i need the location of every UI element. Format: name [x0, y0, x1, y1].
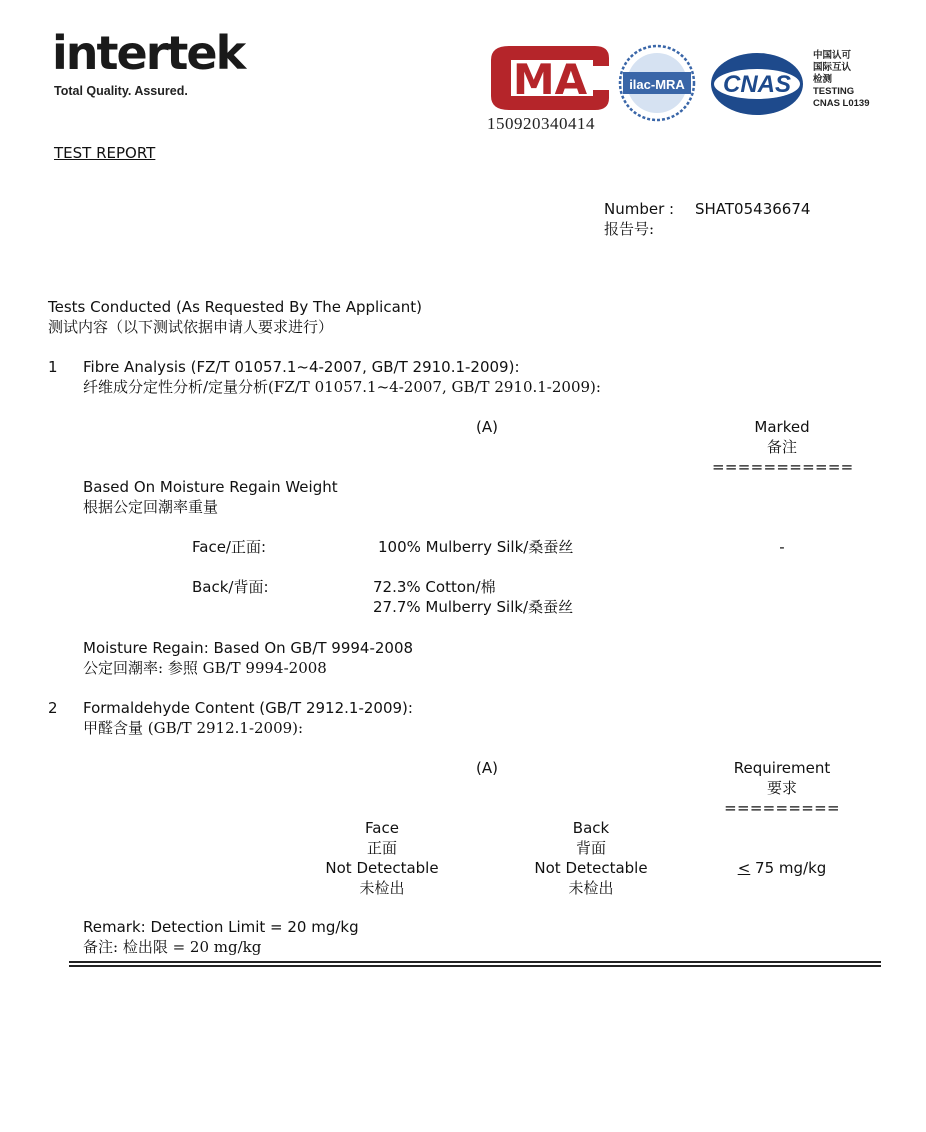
requirement-value: 75 mg/kg: [750, 859, 827, 877]
number-label: Number :: [604, 200, 675, 218]
svg-text:MA: MA: [512, 55, 588, 104]
formaldehyde-requirement: [712, 858, 852, 878]
less-equal-sign: <: [737, 859, 751, 877]
cnas-icon: [708, 50, 806, 118]
report-number: SHAT05436674: [695, 200, 811, 218]
cma-number: 150920340414: [487, 114, 595, 133]
section1-basis: Based On Moisture Regain Weight: [83, 478, 338, 496]
section1-number: 1: [48, 358, 58, 376]
section2-title-cn: 甲醛含量 (GB/T 2912.1-2009):: [83, 719, 304, 737]
report-title: TEST REPORT: [54, 144, 156, 162]
formaldehyde-back-header-cn: 背面: [575, 839, 606, 857]
formaldehyde-face-value: Not Detectable: [325, 859, 439, 877]
section2-number: 2: [48, 699, 58, 717]
detection-limit-remark-cn: 备注: 检出限 = 20 mg/kg: [83, 938, 262, 956]
formaldehyde-back-header: Back: [572, 819, 610, 837]
detection-limit-remark: Remark: Detection Limit = 20 mg/kg: [83, 918, 359, 936]
back-label: Back/背面:: [192, 578, 269, 596]
section1-basis-cn: 根据公定回潮率重量: [83, 498, 219, 516]
section2-col-requirement: Requirement: [733, 759, 831, 777]
svg-text:ilac-MRA: ilac-MRA: [629, 77, 685, 92]
section1-title: Fibre Analysis (FZ/T 01057.1~4-2007, GB/T 2910.1-2009):: [83, 358, 520, 376]
section1-col-marked-cn: 备注: [766, 438, 797, 456]
formaldehyde-back-value: Not Detectable: [534, 859, 648, 877]
section1-col-separator: ===========: [712, 458, 854, 476]
face-marked: -: [779, 538, 785, 556]
formaldehyde-face-value-cn: 未检出: [359, 879, 405, 897]
intertek-logo: intertek: [52, 26, 245, 80]
cma-seal-icon: [487, 44, 612, 112]
face-value: 100% Mulberry Silk/桑蚕丝: [378, 538, 574, 556]
face-label: Face/正面:: [192, 538, 267, 556]
ilac-mra-icon: [618, 42, 696, 124]
back-value-silk: 27.7% Mulberry Silk/桑蚕丝: [373, 598, 574, 616]
intertek-tagline: Total Quality. Assured.: [54, 84, 188, 98]
number-label-cn: 报告号:: [604, 220, 655, 238]
tests-conducted-heading-cn: 测试内容（以下测试依据申请人要求进行）: [48, 318, 334, 336]
section1-col-marked: Marked: [754, 418, 810, 436]
bottom-rule-bottom: [69, 965, 881, 967]
formaldehyde-face-header-cn: 正面: [366, 839, 397, 857]
cnas-side-text: 中国认可 国际互认 检测 TESTING CNAS L0139: [813, 50, 870, 109]
section1-col-a: (A): [476, 418, 498, 436]
section1-title-cn: 纤维成分定性分析/定量分析(FZ/T 01057.1~4-2007, GB/T 2910.1-2009):: [83, 378, 601, 396]
section2-col-a: (A): [476, 759, 498, 777]
bottom-rule-top: [69, 961, 881, 963]
section2-col-separator: =========: [724, 799, 840, 817]
moisture-regain-note: Moisture Regain: Based On GB/T 9994-2008: [83, 639, 414, 657]
formaldehyde-back-value-cn: 未检出: [568, 879, 614, 897]
moisture-regain-note-cn: 公定回潮率: 参照 GB/T 9994-2008: [83, 659, 327, 677]
formaldehyde-face-header: Face: [365, 819, 399, 837]
svg-text:CNAS: CNAS: [722, 71, 792, 98]
section2-col-requirement-cn: 要求: [766, 779, 797, 797]
section2-title: Formaldehyde Content (GB/T 2912.1-2009):: [83, 699, 413, 717]
back-value-cotton: 72.3% Cotton/棉: [373, 578, 496, 596]
tests-conducted-heading: Tests Conducted (As Requested By The Applicant): [48, 298, 423, 316]
